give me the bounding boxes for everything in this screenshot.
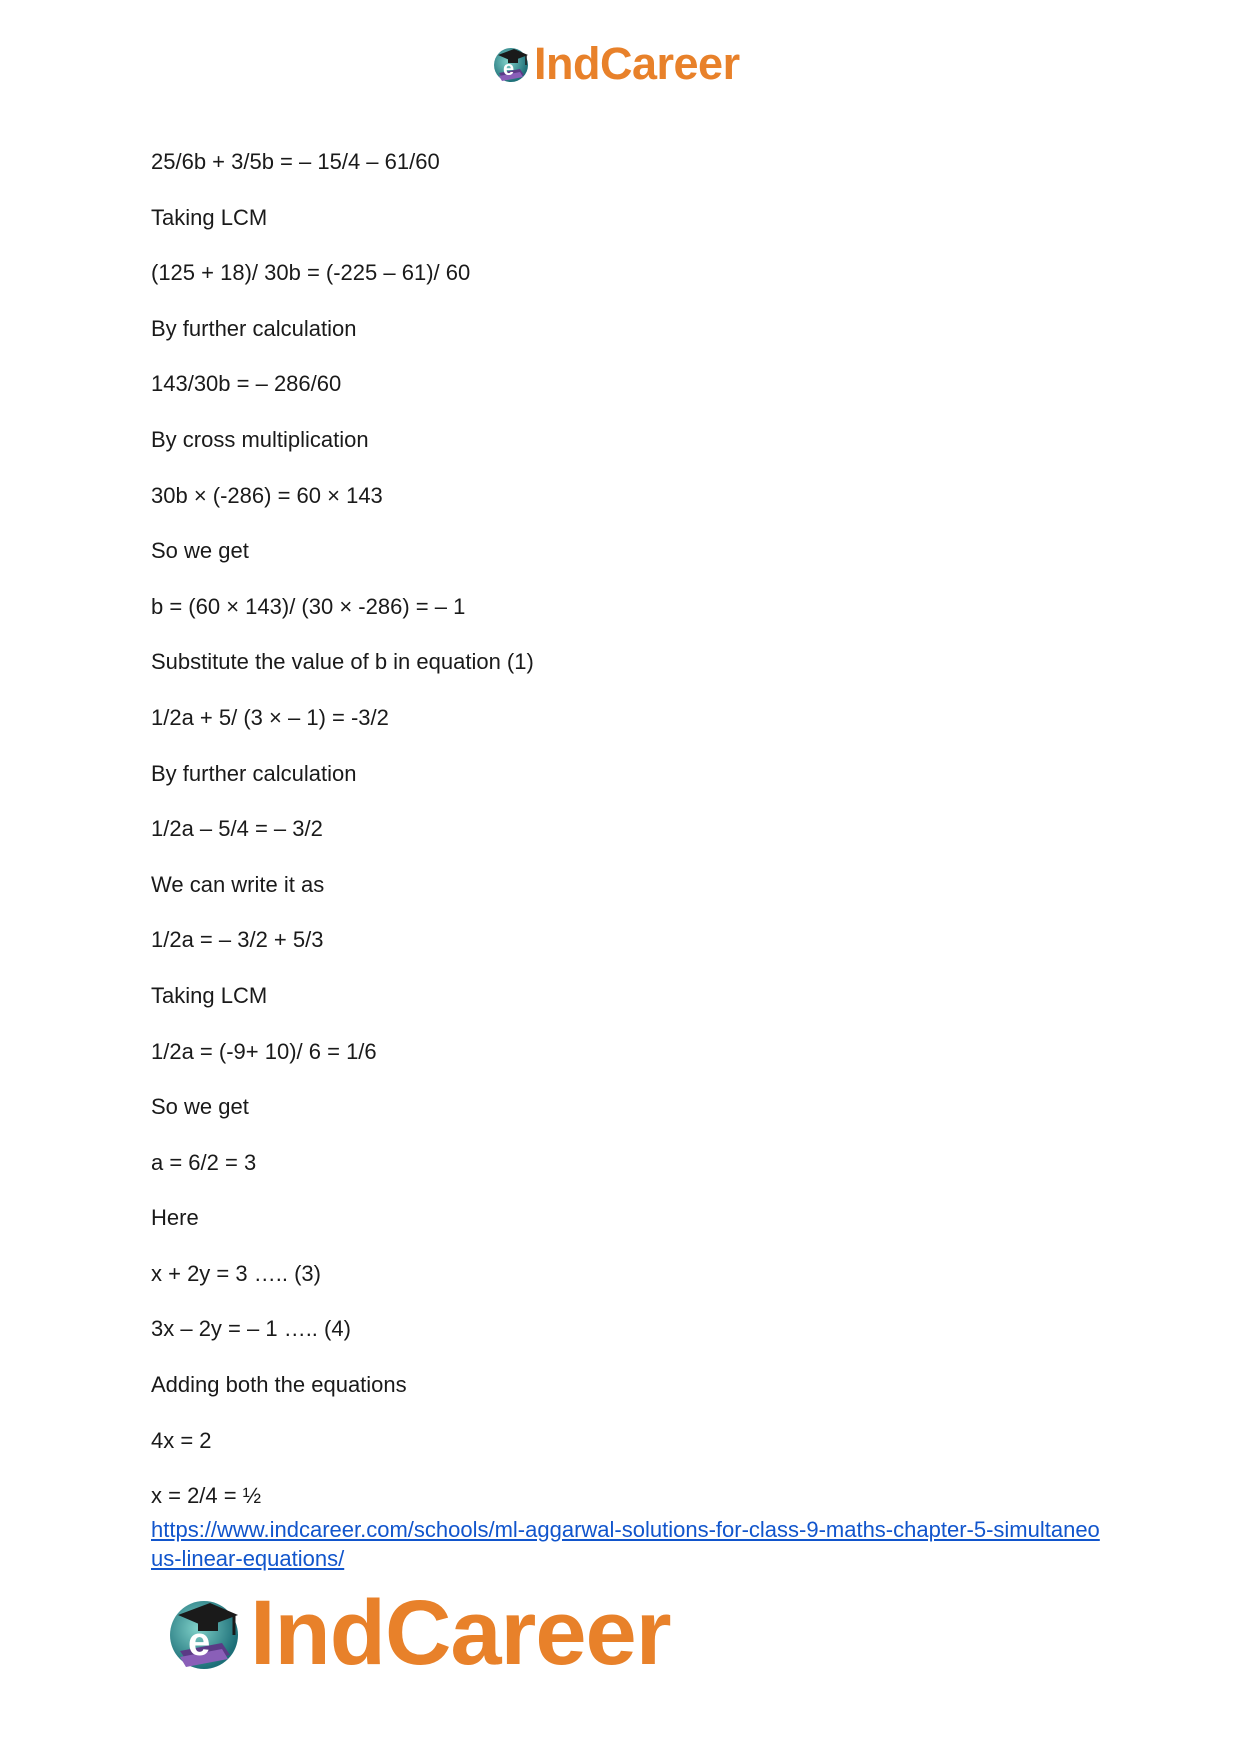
solution-line: 4x = 2 (151, 1427, 212, 1453)
solution-line: (125 + 18)/ 30b = (-225 – 61)/ 60 (151, 260, 471, 286)
solution-line: 1/2a + 5/ (3 × – 1) = -3/2 (151, 704, 389, 730)
solution-line: 143/30b = – 286/60 (151, 371, 342, 397)
solution-line: Here (151, 1205, 199, 1231)
svg-text:e: e (503, 58, 515, 80)
solution-line: 1/2a = (-9+ 10)/ 6 = 1/6 (151, 1038, 377, 1064)
graduation-globe-icon (490, 43, 532, 85)
solution-line: Taking LCM (151, 982, 268, 1008)
solution-line: x + 2y = 3 ….. (3) (151, 1260, 321, 1286)
solution-line: By cross multiplication (151, 426, 369, 452)
solution-line: a = 6/2 = 3 (151, 1149, 257, 1175)
solution-line: So we get (151, 538, 249, 564)
solution-line: So we get (151, 1094, 249, 1120)
solution-content (151, 148, 1111, 1538)
solution-line: 3x – 2y = – 1 ….. (4) (151, 1316, 351, 1342)
solution-line: 1/2a = – 3/2 + 5/3 (151, 927, 324, 953)
solution-line: By further calculation (151, 315, 357, 341)
graduation-globe-icon (162, 1591, 246, 1675)
solution-line: Substitute the value of b in equation (1) (151, 649, 534, 675)
solution-line: x = 2/4 = ½ (151, 1483, 262, 1509)
solution-line: 1/2a – 5/4 = – 3/2 (151, 816, 323, 842)
solution-line: 25/6b + 3/5b = – 15/4 – 61/60 (151, 149, 440, 174)
solution-line: Adding both the equations (151, 1372, 407, 1398)
footer-logo (162, 1582, 671, 1684)
source-link[interactable]: https://www.indcareer.com/schools/ml-aggarwal-solutions-for-class-9-maths-chapter-5-simultaneous-linear-equations/ (151, 1517, 1100, 1571)
solution-line: b = (60 × 143)/ (30 × -286) = – 1 (151, 593, 466, 619)
solution-line: 30b × (-286) = 60 × 143 (151, 482, 383, 508)
svg-text:e: e (188, 1620, 211, 1664)
header-logo (490, 40, 740, 88)
header-brand-text: IndCareer (534, 38, 740, 89)
solution-line: We can write it as (151, 871, 325, 897)
solution-line: By further calculation (151, 760, 357, 786)
footer-brand-text: IndCareer (250, 1582, 671, 1684)
solution-line: Taking LCM (151, 204, 268, 230)
